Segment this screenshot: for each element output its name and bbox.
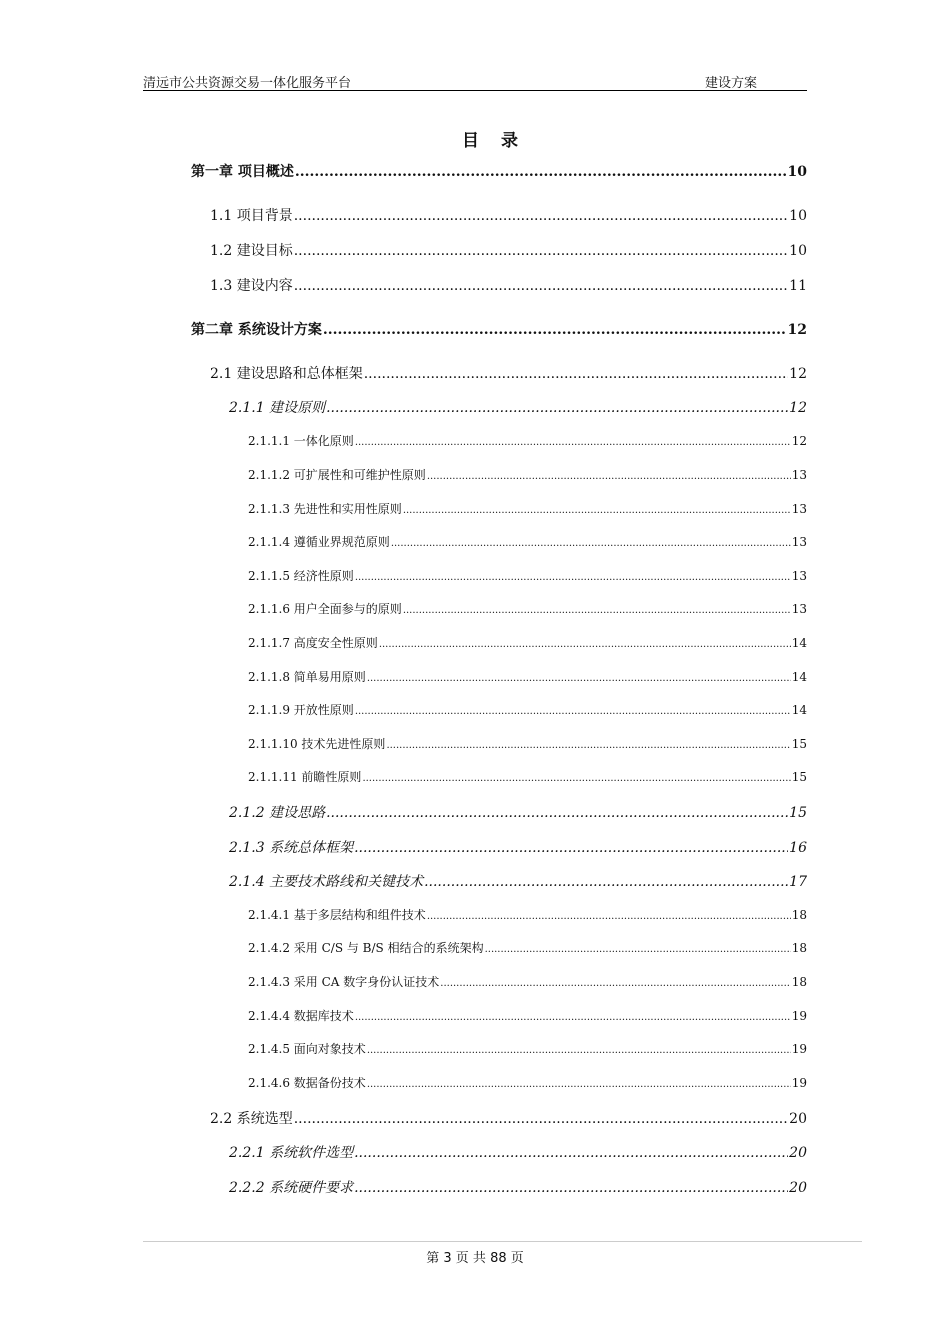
toc-leader-dots bbox=[367, 673, 791, 684]
toc-entry[interactable] bbox=[229, 837, 807, 857]
toc-entry-page-number: 15 bbox=[789, 805, 807, 821]
toc-entry-page-number: 20 bbox=[789, 1180, 807, 1196]
toc-entry-label: 2.2 系统选型 bbox=[210, 1111, 293, 1127]
page-header bbox=[143, 70, 807, 91]
toc-entry-label: 2.1.1.2 可扩展性和可维护性原则 bbox=[248, 468, 426, 482]
toc-entry[interactable] bbox=[248, 1040, 807, 1057]
toc-entry-label: 2.1 建设思路和总体框架 bbox=[210, 366, 363, 382]
toc-leader-dots bbox=[355, 572, 791, 583]
toc-entry-label: 2.1.4.1 基于多层结构和组件技术 bbox=[248, 908, 426, 922]
toc-entry[interactable] bbox=[248, 701, 807, 718]
toc-leader-dots bbox=[354, 840, 788, 856]
toc-entry-label: 2.1.1.5 经济性原则 bbox=[248, 569, 354, 583]
toc-entry-label: 第二章 系统设计方案 bbox=[191, 322, 322, 338]
toc-entry[interactable] bbox=[248, 533, 807, 550]
toc-entry[interactable] bbox=[229, 871, 807, 891]
toc-entry-page-number: 18 bbox=[791, 975, 807, 989]
footer-total-pages: 88 bbox=[490, 1251, 507, 1266]
toc-leader-dots bbox=[323, 322, 787, 338]
toc-entry-label: 1.3 建设内容 bbox=[210, 278, 293, 294]
toc-entry-page-number: 19 bbox=[791, 1042, 807, 1056]
toc-entry[interactable] bbox=[248, 634, 807, 651]
toc-leader-dots bbox=[294, 243, 788, 259]
toc-leader-dots bbox=[427, 471, 791, 482]
toc-entry[interactable] bbox=[191, 319, 807, 339]
toc-entry[interactable] bbox=[210, 1108, 807, 1128]
toc-entry-label: 2.1.1 建设原则 bbox=[229, 400, 326, 416]
toc-leader-dots bbox=[440, 978, 790, 989]
toc-entry-label: 1.1 项目背景 bbox=[210, 208, 293, 224]
footer-divider bbox=[143, 1241, 862, 1242]
toc-entry-label: 2.1.4.2 采用 C/S 与 B/S 相结合的系统架构 bbox=[248, 941, 484, 955]
toc-entry[interactable] bbox=[248, 939, 807, 956]
toc-entry[interactable] bbox=[210, 363, 807, 383]
toc-entry-label: 2.1.1.3 先进性和实用性原则 bbox=[248, 502, 402, 516]
toc-entry-page-number: 10 bbox=[787, 164, 807, 180]
toc-entry-label: 2.1.2 建设思路 bbox=[229, 805, 326, 821]
footer-suffix: 页 bbox=[510, 1251, 524, 1266]
toc-leader-dots bbox=[403, 505, 791, 516]
toc-leader-dots bbox=[355, 437, 791, 448]
toc-leader-dots bbox=[386, 740, 790, 751]
toc-entry-label: 2.1.1.9 开放性原则 bbox=[248, 703, 354, 717]
footer-current-page: 3 bbox=[443, 1251, 452, 1266]
toc-leader-dots bbox=[485, 944, 791, 955]
toc-entry-page-number: 11 bbox=[789, 278, 807, 294]
toc-entry-page-number: 13 bbox=[791, 468, 807, 482]
toc-leader-dots bbox=[364, 366, 788, 382]
toc-entry-page-number: 10 bbox=[789, 243, 807, 259]
toc-entry-label: 2.1.1.1 一体化原则 bbox=[248, 434, 354, 448]
toc-entry[interactable] bbox=[229, 1177, 807, 1197]
toc-entry-page-number: 19 bbox=[791, 1076, 807, 1090]
toc-leader-dots bbox=[379, 639, 791, 650]
toc-entry[interactable] bbox=[191, 161, 807, 181]
footer-middle: 页 共 bbox=[455, 1251, 486, 1266]
toc-entry-page-number: 13 bbox=[791, 602, 807, 616]
toc-entry-label: 2.2.1 系统软件选型 bbox=[229, 1145, 354, 1161]
toc-leader-dots bbox=[355, 706, 791, 717]
toc-entry[interactable] bbox=[210, 275, 807, 295]
toc-entry[interactable] bbox=[248, 973, 807, 990]
toc-entry-page-number: 18 bbox=[791, 908, 807, 922]
toc-entry[interactable] bbox=[248, 466, 807, 483]
toc-entry[interactable] bbox=[229, 397, 807, 417]
toc-leader-dots bbox=[326, 400, 788, 416]
toc-entry-page-number: 15 bbox=[791, 737, 807, 751]
header-section-name: 建设方案 bbox=[705, 76, 758, 91]
toc-entry[interactable] bbox=[210, 205, 807, 225]
toc-leader-dots bbox=[295, 164, 787, 180]
toc-entry-page-number: 14 bbox=[791, 636, 807, 650]
toc-entry[interactable] bbox=[210, 240, 807, 260]
toc-leader-dots bbox=[427, 911, 791, 922]
toc-entry-label: 第一章 项目概述 bbox=[191, 164, 294, 180]
toc-entry-page-number: 10 bbox=[789, 208, 807, 224]
toc-leader-dots bbox=[294, 208, 788, 224]
toc-entry-label: 2.1.1.8 简单易用原则 bbox=[248, 670, 366, 684]
toc-leader-dots bbox=[326, 805, 788, 821]
toc-entry-label: 2.1.4.3 采用 CA 数字身份认证技术 bbox=[248, 975, 440, 989]
toc-title: 目录 bbox=[462, 131, 540, 151]
toc-entry-label: 1.2 建设目标 bbox=[210, 243, 293, 259]
toc-entry-page-number: 14 bbox=[791, 670, 807, 684]
toc-entry[interactable] bbox=[248, 735, 807, 752]
toc-entry-label: 2.1.4.5 面向对象技术 bbox=[248, 1042, 366, 1056]
toc-entry-label: 2.1.1.10 技术先进性原则 bbox=[248, 737, 386, 751]
toc-entry[interactable] bbox=[248, 600, 807, 617]
toc-leader-dots bbox=[403, 605, 791, 616]
toc-leader-dots bbox=[294, 1111, 788, 1127]
toc-entry-page-number: 20 bbox=[789, 1111, 807, 1127]
toc-entry-page-number: 14 bbox=[791, 703, 807, 717]
toc-entry-label: 2.1.1.11 前瞻性原则 bbox=[248, 770, 362, 784]
toc-entry[interactable] bbox=[229, 802, 807, 822]
toc-entry[interactable] bbox=[229, 1142, 807, 1162]
toc-entry-label: 2.1.1.4 遵循业界规范原则 bbox=[248, 535, 390, 549]
toc-entry-page-number: 12 bbox=[789, 366, 807, 382]
toc-leader-dots bbox=[355, 1012, 791, 1023]
footer-prefix: 第 bbox=[426, 1251, 440, 1266]
toc-leader-dots bbox=[362, 773, 790, 784]
toc-leader-dots bbox=[354, 1180, 788, 1196]
toc-entry-label: 2.1.4 主要技术路线和关键技术 bbox=[229, 874, 424, 890]
toc-entry[interactable] bbox=[248, 432, 807, 449]
toc-entry-page-number: 19 bbox=[791, 1009, 807, 1023]
toc-entry[interactable] bbox=[248, 768, 807, 785]
toc-entry-page-number: 20 bbox=[789, 1145, 807, 1161]
toc-entry-label: 2.2.2 系统硬件要求 bbox=[229, 1180, 354, 1196]
toc-entry-page-number: 16 bbox=[789, 840, 807, 856]
toc-entry[interactable] bbox=[248, 668, 807, 685]
toc-leader-dots bbox=[294, 278, 788, 294]
toc-entry[interactable] bbox=[248, 567, 807, 584]
toc-entry[interactable] bbox=[248, 1074, 807, 1091]
toc-entry-page-number: 13 bbox=[791, 569, 807, 583]
toc-entry[interactable] bbox=[248, 1007, 807, 1024]
toc-entry-page-number: 15 bbox=[791, 770, 807, 784]
toc-leader-dots bbox=[367, 1045, 791, 1056]
toc-entry-label: 2.1.1.6 用户全面参与的原则 bbox=[248, 602, 402, 616]
page-footer bbox=[0, 1247, 950, 1266]
toc-entry[interactable] bbox=[248, 906, 807, 923]
toc-entry-page-number: 18 bbox=[791, 941, 807, 955]
toc-leader-dots bbox=[354, 1145, 788, 1161]
header-document-title: 清远市公共资源交易一体化服务平台 bbox=[143, 76, 352, 91]
toc-entry-page-number: 12 bbox=[787, 322, 807, 338]
toc-entry-page-number: 13 bbox=[791, 502, 807, 516]
toc-entry-label: 2.1.1.7 高度安全性原则 bbox=[248, 636, 378, 650]
toc-leader-dots bbox=[367, 1079, 791, 1090]
toc-leader-dots bbox=[424, 874, 788, 890]
toc-entry-label: 2.1.3 系统总体框架 bbox=[229, 840, 354, 856]
toc-entry[interactable] bbox=[248, 500, 807, 517]
toc-entry-page-number: 12 bbox=[791, 434, 807, 448]
toc-leader-dots bbox=[391, 538, 791, 549]
toc-entry-page-number: 12 bbox=[789, 400, 807, 416]
toc-entry-label: 2.1.4.6 数据备份技术 bbox=[248, 1076, 366, 1090]
toc-entry-label: 2.1.4.4 数据库技术 bbox=[248, 1009, 354, 1023]
toc-entry-page-number: 13 bbox=[791, 535, 807, 549]
toc-entry-page-number: 17 bbox=[789, 874, 807, 890]
